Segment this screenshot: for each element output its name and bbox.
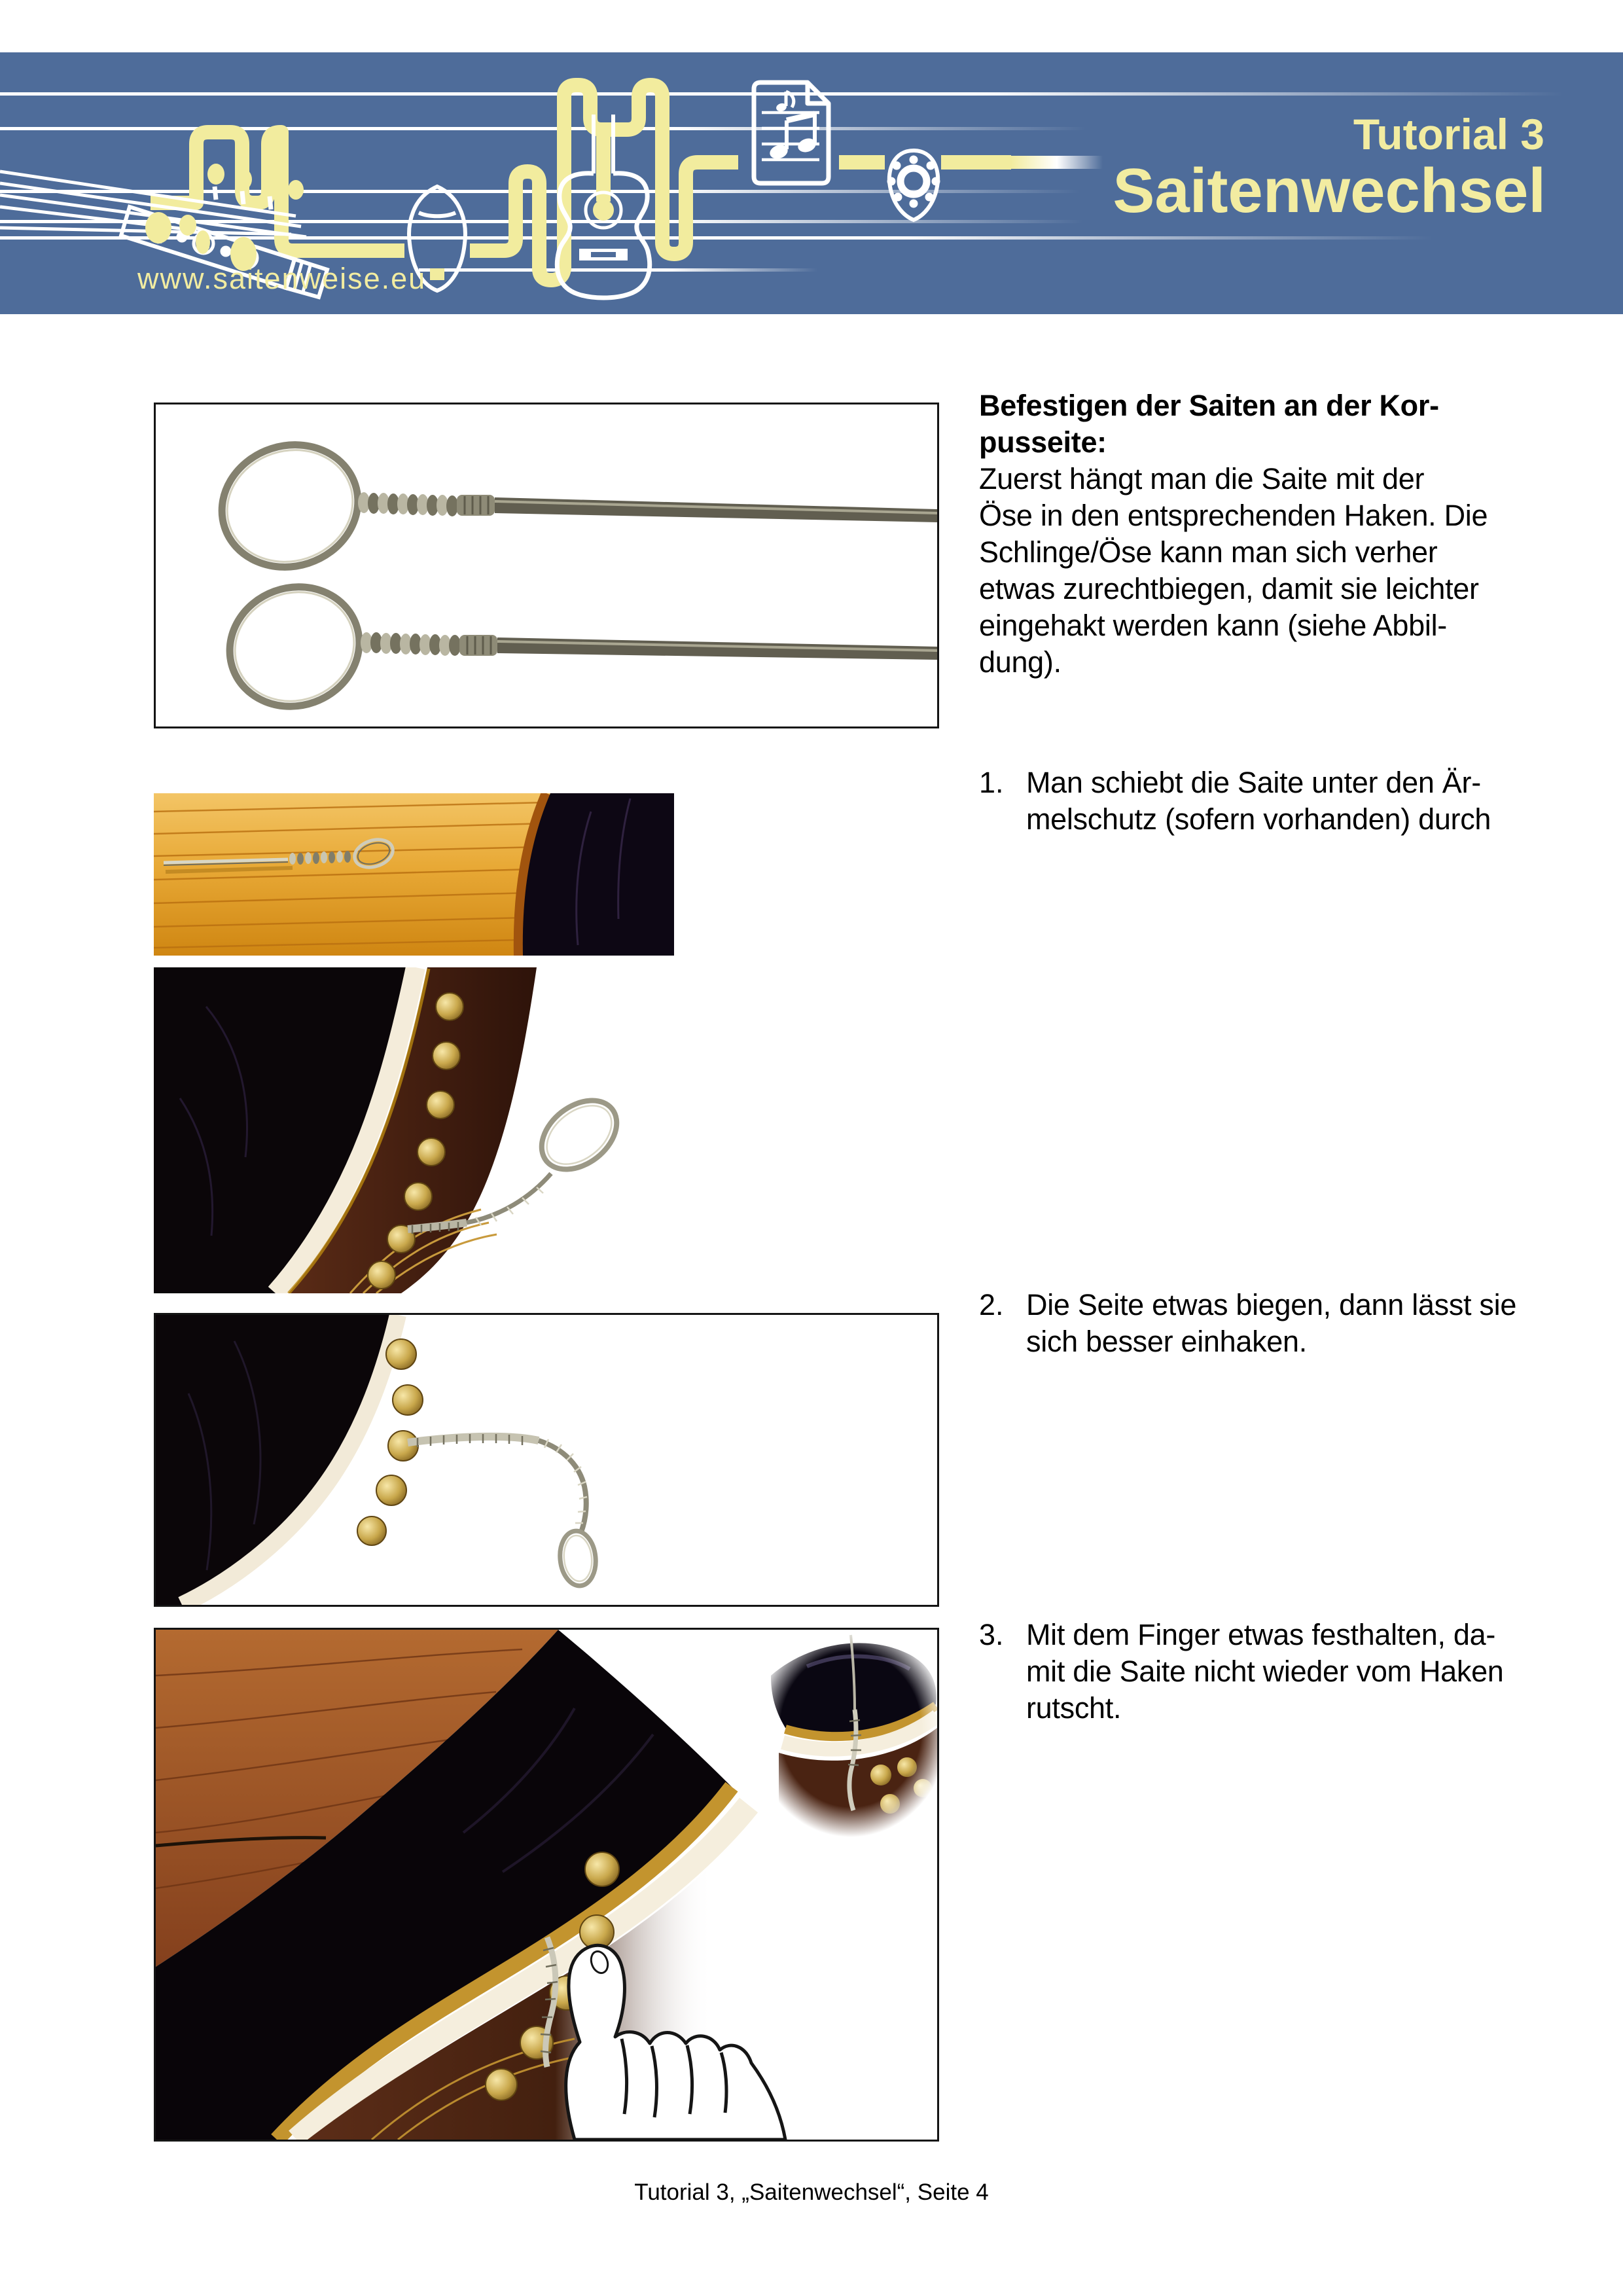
section-intro: Zuerst hängt man die Saite mit der Öse in den entsprechenden Haken. Die Schlinge/Öse kann man sich verher etwas zurechtbiegen, damit sie leichter eingehakt werden kann (siehe Abbil- dung). [979, 462, 1488, 679]
step-text: Man schiebt die Saite unter den Är- melschutz (sofern vorhanden) durch [1026, 766, 1491, 836]
inset-photo [753, 1630, 937, 1839]
photo-loop-at-body-edge [154, 967, 674, 1293]
step-text: Mit dem Finger etwas festhalten, da- mit die Saite nicht wieder vom Haken rutscht. [1026, 1618, 1504, 1725]
step-number: 2. [979, 1288, 1004, 1321]
step-text: Die Seite etwas biegen, dann lässt sie sich besser einhaken. [1026, 1288, 1517, 1358]
step-item-1 [979, 764, 1542, 838]
photo-string-on-soundboard [154, 793, 674, 956]
photo-finger-holding-string [154, 1628, 939, 2142]
banner-title-tutorial: Tutorial 3 [1353, 110, 1544, 158]
page-footer: Tutorial 3, „Saitenwechsel“, Seite 4 [634, 2179, 989, 2205]
step-number: 1. [979, 766, 1004, 799]
step-number: 3. [979, 1618, 1004, 1651]
string-bottom [213, 569, 937, 725]
photo-string-loop-ends [154, 403, 939, 728]
banner-title-saitenwechsel: Saitenwechsel [1113, 156, 1546, 226]
website-url: www.saitenweise.eu [137, 262, 427, 295]
section-heading: Befestigen der Saiten an der Kor- pusseite: [979, 389, 1439, 459]
step-item-2 [979, 1287, 1542, 1360]
photo-bent-string [154, 1313, 939, 1607]
header-banner [0, 52, 1623, 314]
step-item-3 [979, 1617, 1542, 1727]
shaker-notch [430, 268, 444, 280]
string-top [206, 427, 937, 584]
guitar-soundhole [593, 200, 614, 221]
bumper-black [523, 793, 674, 956]
